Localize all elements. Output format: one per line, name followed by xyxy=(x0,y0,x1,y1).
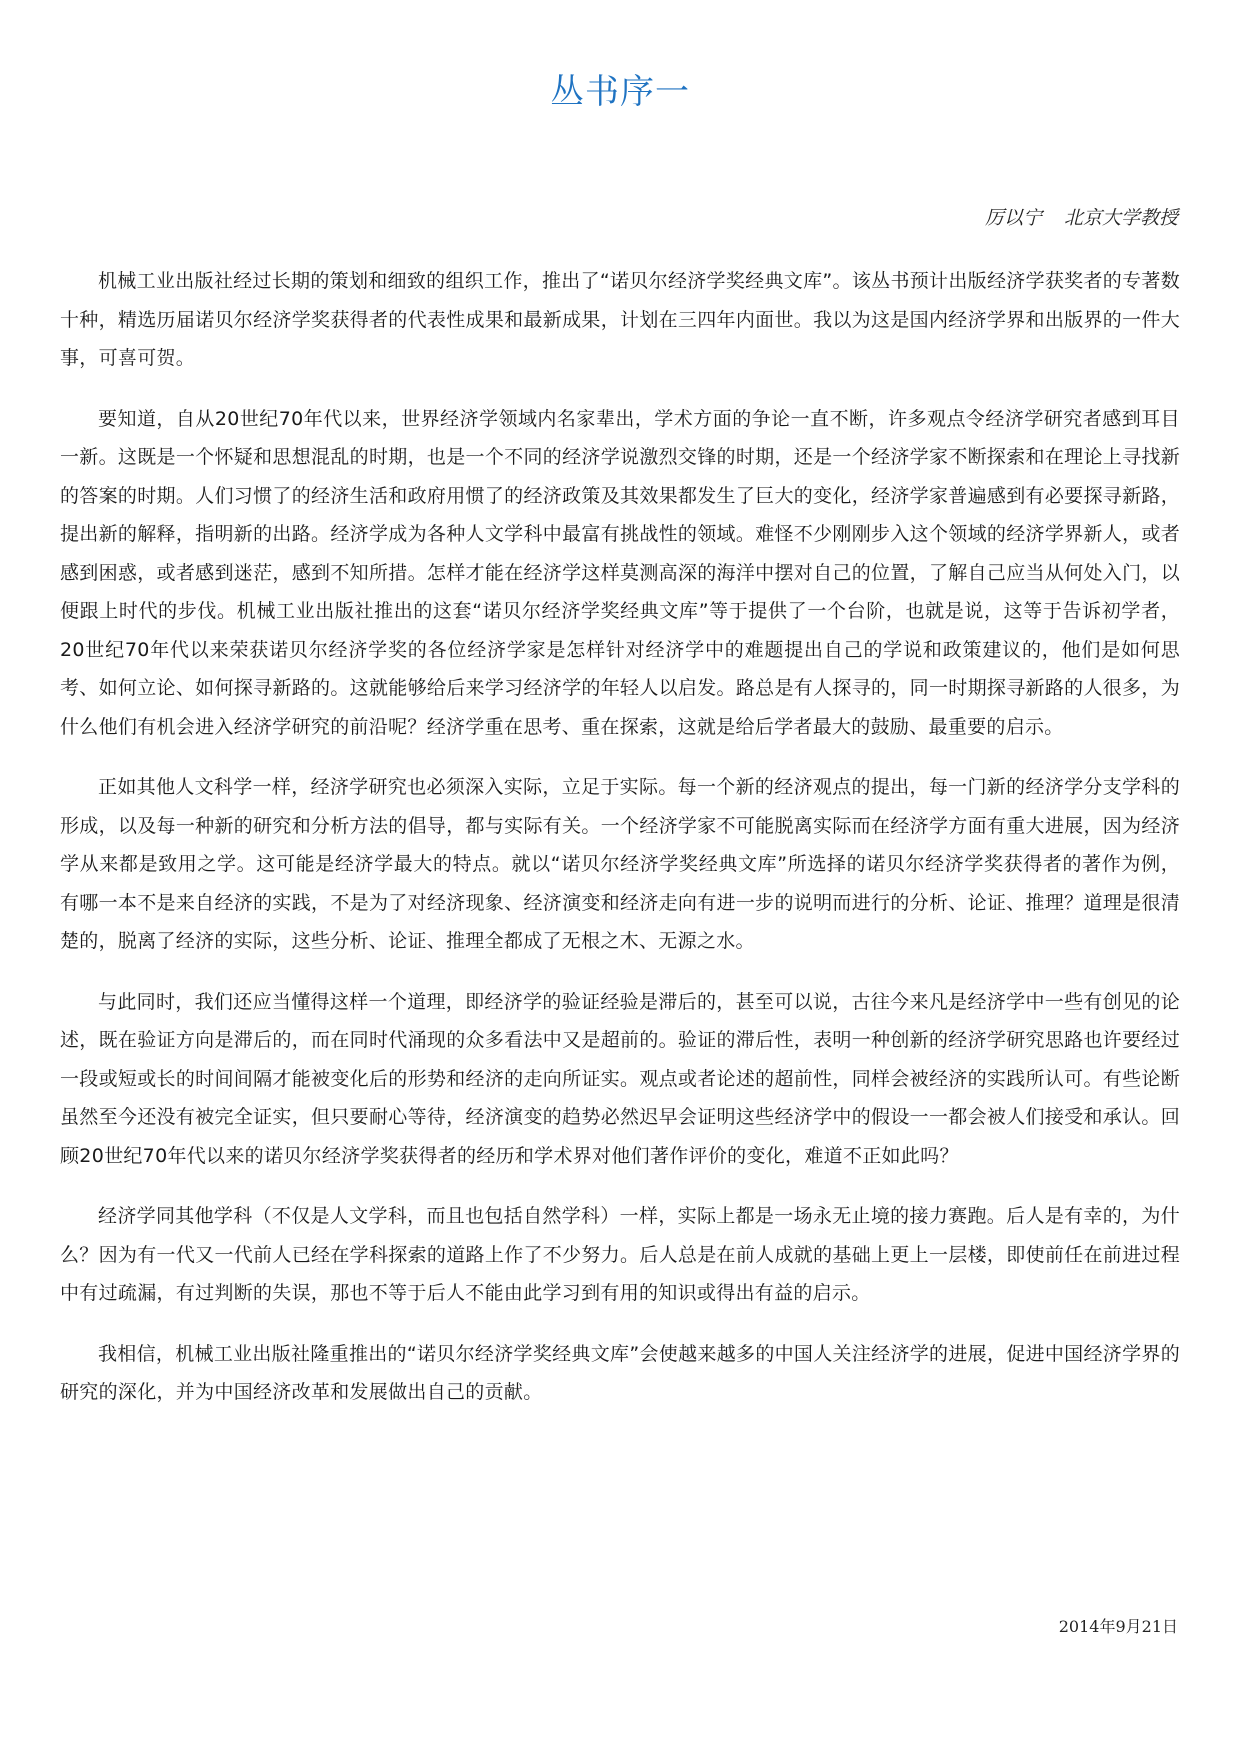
author-affiliation: 北京大学教授 xyxy=(1063,207,1178,229)
paragraph: 正如其他人文科学一样，经济学研究也必须深入实际，立足于实际。每一个新的经济观点的提出，每一门新的经济学分支学科的形成，以及每一种新的研究和分析方法的倡导，都与实际有关。一个经济学家不可能脱离实际而在经济学方面有重大进展，因为经济学从来都是致用之学。这可能是经济学最大的特点。就以“诺贝尔经济学奖经典文库”所选择的诺贝尔经济学奖获得者的著作为例，有哪一本不是来自经济的实践，不是为了对经济现象、经济演变和经济走向有进一步的说明而进行的分析、论证、推理？道理是很清楚的，脱离了经济的实际，这些分析、论证、推理全都成了无根之木、无源之水。 xyxy=(60,776,1180,952)
author-line xyxy=(985,204,1178,232)
paragraph: 经济学同其他学科（不仅是人文学科，而且也包括自然学科）一样，实际上都是一场永无止境的接力赛跑。后人是有幸的，为什么？因为有一代又一代前人已经在学科探索的道路上作了不少努力。后人总是在前人成就的基础上更上一层楼，即使前任在前进过程中有过疏漏，有过判断的失误，那也不等于后人不能由此学习到有用的知识或得出有益的启示。 xyxy=(60,1205,1180,1304)
page-title: 丛书序一 xyxy=(550,72,690,112)
body-text xyxy=(60,262,1180,1434)
paragraph: 与此同时，我们还应当懂得这样一个道理，即经济学的验证经验是滞后的，甚至可以说，古往今来凡是经济学中一些有创见的论述，既在验证方向是滞后的，而在同时代涌现的众多看法中又是超前的。验证的滞后性，表明一种创新的经济学研究思路也许要经过一段或短或长的时间间隔才能被变化后的形势和经济的走向所证实。观点或者论述的超前性，同样会被经济的实践所认可。有些论断虽然至今还没有被完全证实，但只要耐心等待，经济演变的趋势必然迟早会证明这些经济学中的假设一一都会被人们接受和承认。回顾20世纪70年代以来的诺贝尔经济学奖获得者的经历和学术界对他们著作评价的变化，难道不正如此吗？ xyxy=(60,990,1180,1167)
paragraph: 我相信，机械工业出版社隆重推出的“诺贝尔经济学奖经典文库”会使越来越多的中国人关注经济学的进展，促进中国经济学界的研究的深化，并为中国经济改革和发展做出自己的贡献。 xyxy=(60,1342,1180,1403)
paragraph: 机械工业出版社经过长期的策划和细致的组织工作，推出了“诺贝尔经济学奖经典文库”。该丛书预计出版经济学获奖者的专著数十种，精选历届诺贝尔经济学奖获得者的代表性成果和最新成果，计划在三四年内面世。我以为这是国内经济学界和出版界的一件大事，可喜可贺。 xyxy=(60,270,1180,369)
author-name: 厉以宁 xyxy=(984,207,1042,229)
paragraph: 要知道，自从20世纪70年代以来，世界经济学领域内名家辈出，学术方面的争论一直不断，许多观点令经济学研究者感到耳目一新。这既是一个怀疑和思想混乱的时期，也是一个不同的经济学说激烈交锋的时期，还是一个经济学家不断探索和在理论上寻找新的答案的时期。人们习惯了的经济生活和政府用惯了的经济政策及其效果都发生了巨大的变化，经济学家普遍感到有必要探寻新路，提出新的解释，指明新的出路。经济学成为各种人文学科中最富有挑战性的领域。难怪不少刚刚步入这个领域的经济学界新人，或者感到困惑，或者感到迷茫，感到不知所措。怎样才能在经济学这样莫测高深的海洋中摆对自己的位置，了解自己应当从何处入门，以便跟上时代的步伐。机械工业出版社推出的这套“诺贝尔经济学奖经典文库”等于提供了一个台阶，也就是说，这等于告诉初学者，20世纪70年代以来荣获诺贝尔经济学奖的各位经济学家是怎样针对经济学中的难题提出自己的学说和政策建议的，他们是如何思考、如何立论、如何探寻新路的。这就能够给后来学习经济学的年轻人以启发。路总是有人探寻的，同一时期探寻新路的人很多，为什么他们有机会进入经济学研究的前沿呢？经济学重在思考、重在探索，这就是给后学者最大的鼓励、最重要的启示。 xyxy=(60,407,1180,738)
signature-date: 2014年9月21日 xyxy=(1058,1617,1178,1636)
